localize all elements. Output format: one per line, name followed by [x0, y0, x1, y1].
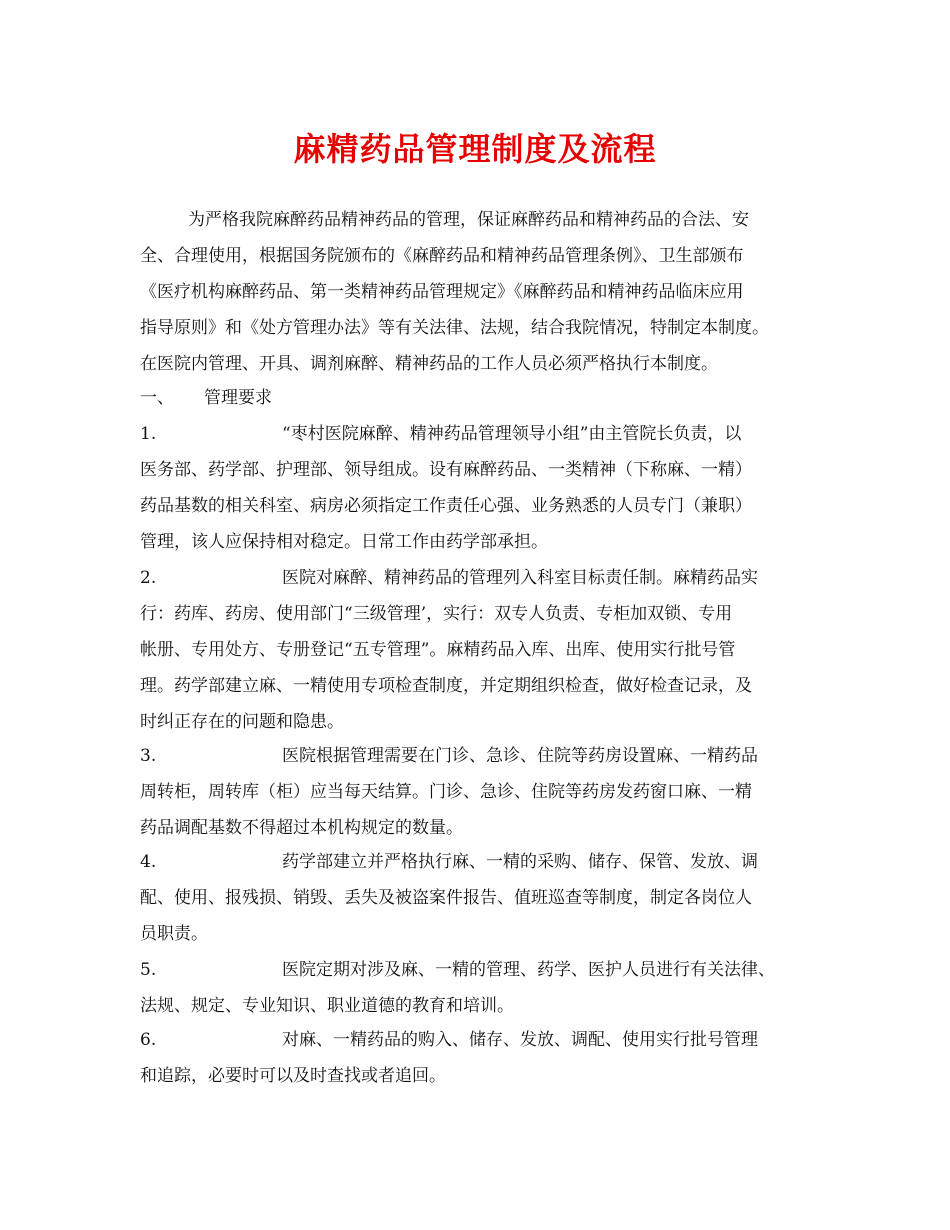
list-item-line: 管理，该人应保持相对稳定。日常工作由药学部承担。 — [140, 532, 548, 552]
list-item-line: 周转柜，周转库（柜）应当每天结算。门诊、急诊、住院等药房发药窗口麻、一精 — [140, 782, 752, 802]
section-number: 一、 — [140, 388, 174, 408]
intro-line: 《医疗机构麻醉药品、第一类精神药品管理规定》《麻醉药品和精神药品临床应用 — [140, 282, 744, 302]
item-text: 药学部建立并严格执行麻、一精的采购、储存、保管、发放、调 — [282, 852, 758, 872]
intro-line: 全、合理使用，根据国务院颁布的《麻醉药品和精神药品管理条例》、卫生部颁布 — [140, 246, 744, 266]
item-text: 对麻、一精药品的购入、储存、发放、调配、使用实行批号管理 — [282, 1030, 758, 1050]
list-item-line: 医务部、药学部、护理部、领导组成。设有麻醉药品、一类精神（下称麻、一精） — [140, 460, 752, 480]
item-text: 医院根据管理需要在门诊、急诊、住院等药房设置麻、一精药品 — [282, 746, 758, 766]
list-item-line: 时纠正存在的问题和隐患。 — [140, 712, 344, 732]
list-item-line: 理。药学部建立麻、一精使用专项检查制度，并定期组织检查，做好检查记录，及 — [140, 676, 752, 696]
section-title: 管理要求 — [204, 388, 272, 408]
list-item-line: 药品调配基数不得超过本机构规定的数量。 — [140, 818, 463, 838]
list-item-line: 法规、规定、专业知识、职业道德的教育和培训。 — [140, 996, 514, 1016]
item-number: 2. — [140, 568, 157, 588]
intro-line: 指导原则》和《处方管理办法》等有关法律、法规，结合我院情况，特制定本制度。 — [140, 318, 769, 338]
item-number: 3. — [140, 746, 157, 766]
item-number: 6. — [140, 1030, 157, 1050]
list-item-line: 和追踪，必要时可以及时查找或者追回。 — [140, 1066, 446, 1086]
list-item-line: 帐册、专用处方、专册登记“五专管理”。麻精药品入库、出库、使用实行批号管 — [140, 640, 736, 660]
list-item-line: 员职责。 — [140, 924, 208, 944]
list-item-line: 药品基数的相关科室、病房必须指定工作责任心强、业务熟悉的人员专门（兼职） — [140, 496, 752, 516]
intro-line: 为严格我院麻醉药品精神药品的管理，保证麻醉药品和精神药品的合法、安 — [188, 210, 749, 230]
item-text: “枣村医院麻醉、精神药品管理领导小组”由主管院长负责，以 — [282, 424, 742, 444]
list-item-line: 配、使用、报残损、销毁、丢失及被盗案件报告、值班巡查等制度，制定各岗位人 — [140, 888, 752, 908]
item-text: 医院定期对涉及麻、一精的管理、药学、医护人员进行有关法律、 — [282, 960, 775, 980]
item-number: 5. — [140, 960, 157, 980]
item-text: 医院对麻醉、精神药品的管理列入科室目标责任制。麻精药品实 — [282, 568, 758, 588]
item-number: 4. — [140, 852, 157, 872]
list-item-line: 行：药库、药房、使用部门“三级管理’，实行：双专人负责、专柜加双锁、专用 — [140, 604, 733, 624]
intro-line: 在医院内管理、开具、调剂麻醉、精神药品的工作人员必须严格执行本制度。 — [140, 354, 718, 374]
document-title: 麻精药品管理制度及流程 — [293, 130, 657, 168]
item-number: 1. — [140, 424, 157, 444]
